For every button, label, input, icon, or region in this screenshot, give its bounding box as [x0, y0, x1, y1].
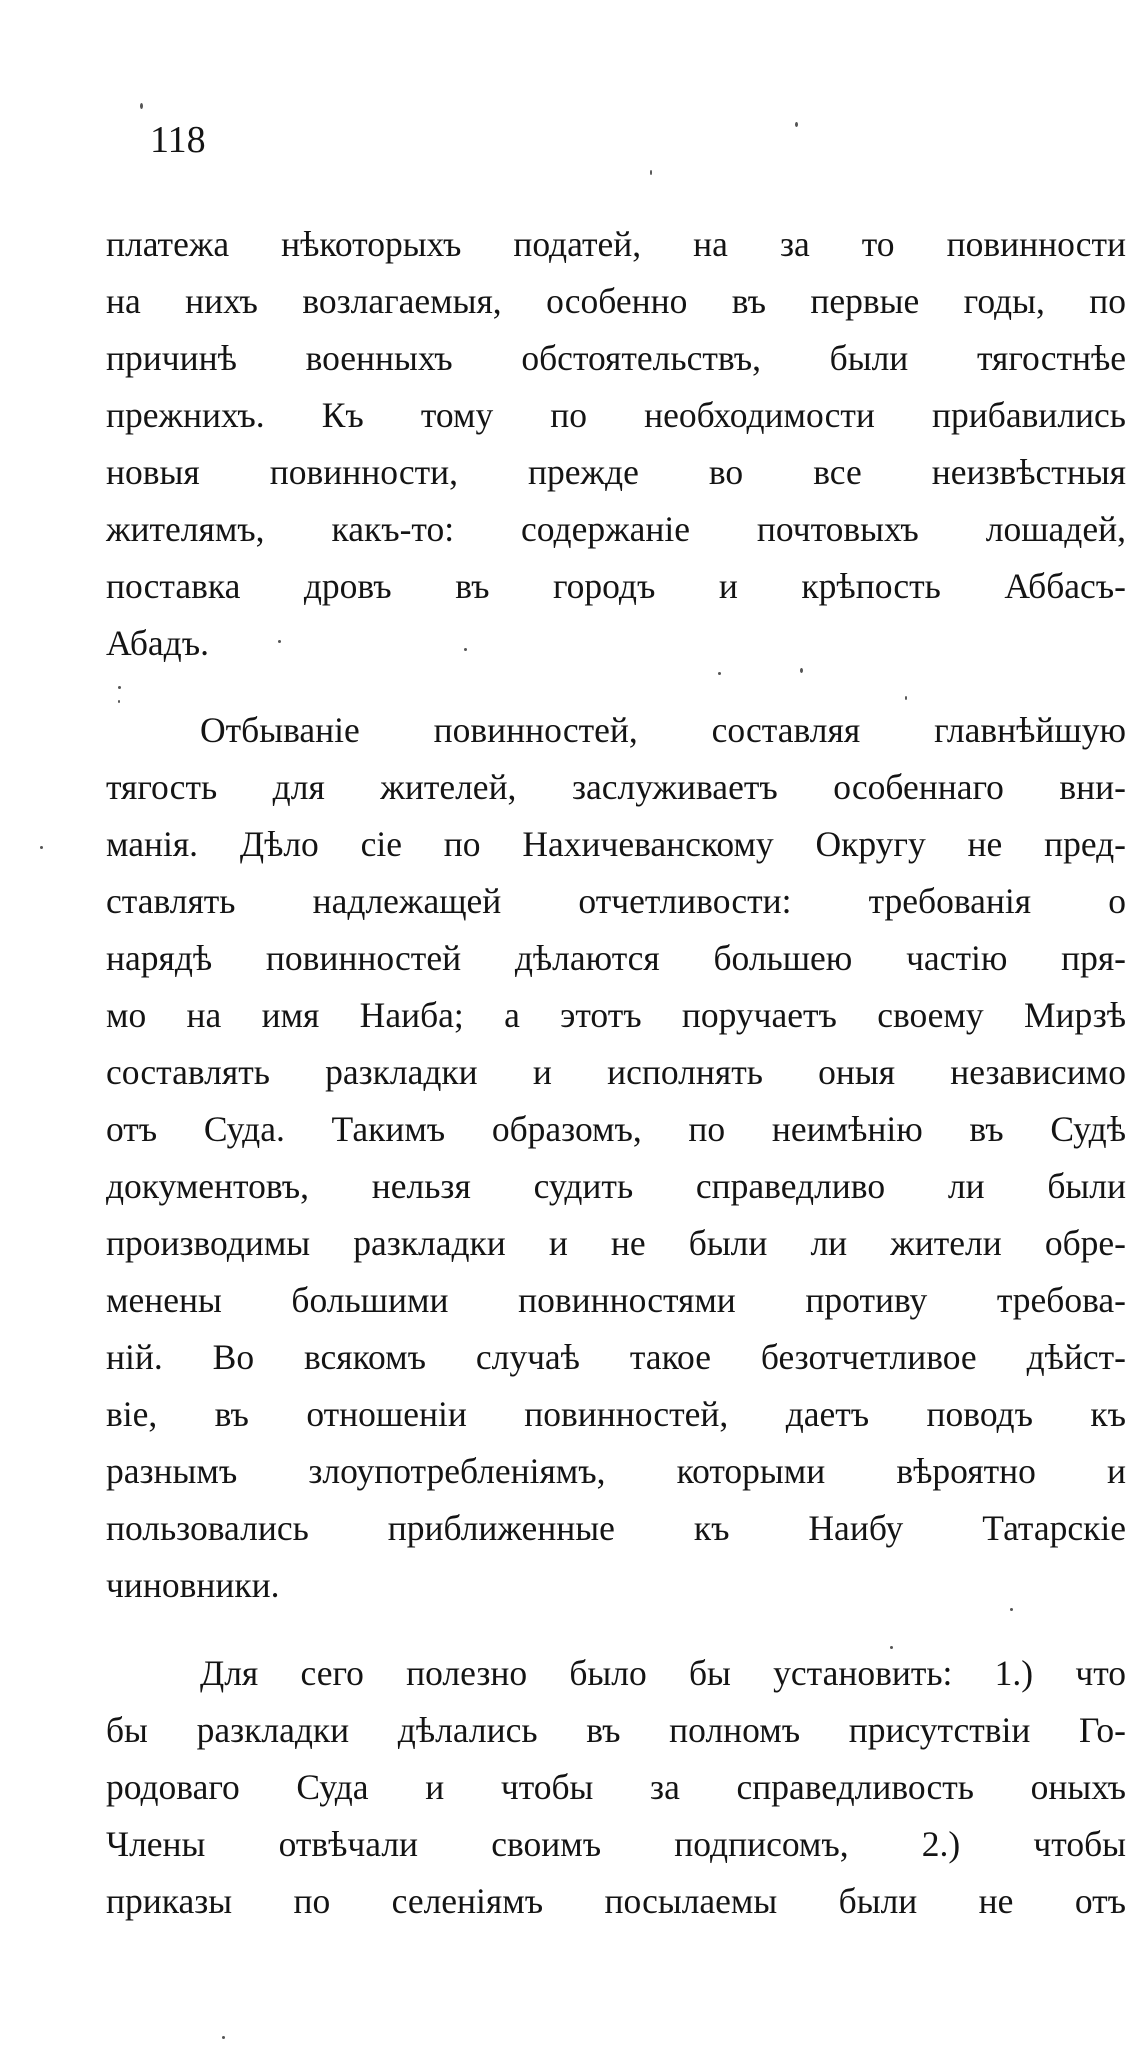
text-line: составлять разкладки и исполнять оныя независимо	[106, 1052, 1126, 1092]
text-line: віе, въ отношеніи повинностей, даетъ поводъ къ	[106, 1394, 1126, 1434]
page-number: 118	[150, 119, 206, 161]
paragraph-1	[106, 216, 1126, 672]
scan-speck	[800, 668, 803, 673]
text-line: Абадъ.	[106, 623, 209, 663]
text-line: родоваго Суда и чтобы за справедливость оныхъ	[106, 1767, 1126, 1807]
scan-speck	[222, 2036, 225, 2039]
scan-speck	[118, 700, 120, 703]
text-line: документовъ, нельзя судить справедливо ли были	[106, 1166, 1126, 1206]
text-line: производимы разкладки и не были ли жители обре-	[106, 1223, 1126, 1263]
text-line: на нихъ возлагаемыя, особенно въ первые годы, по	[106, 281, 1126, 321]
scan-speck	[140, 103, 143, 109]
text-line: прежнихъ. Къ тому по необходимости прибавились	[106, 395, 1126, 435]
text-line: бы разкладки дѣлались въ полномъ присутствіи Го-	[106, 1710, 1126, 1750]
text-line: чиновники.	[106, 1565, 280, 1605]
text-line: манія. Дѣло сіе по Нахичеванскому Округу не пред-	[106, 824, 1126, 864]
text-line: Для сего полезно было бы установить: 1.) что	[200, 1653, 1126, 1693]
text-line: мо на имя Наиба; а этотъ поручаетъ своему Мирзѣ	[106, 995, 1126, 1035]
text-line: отъ Суда. Такимъ образомъ, по неимѣнію въ Судѣ	[106, 1109, 1126, 1149]
text-line: ставлять надлежащей отчетливости: требованія о	[106, 881, 1126, 921]
text-line: приказы по селеніямъ посылаемы были не отъ	[106, 1881, 1126, 1921]
text-line: нарядѣ повинностей дѣлаются большею частію пря-	[106, 938, 1126, 978]
scan-speck	[278, 640, 281, 643]
scan-speck	[118, 686, 121, 689]
text-line: жителямъ, какъ-то: содержаніе почтовыхъ лошадей,	[106, 509, 1126, 549]
text-line: новыя повинности, прежде во все неизвѣстныя	[106, 452, 1126, 492]
paragraph-2	[106, 702, 1126, 1614]
scan-speck	[1010, 1608, 1013, 1611]
text-line: тягость для жителей, заслуживаетъ особеннаго вни-	[106, 767, 1126, 807]
scan-speck	[40, 846, 43, 849]
text-line: ній. Во всякомъ случаѣ такое безотчетливое дѣйст-	[106, 1337, 1126, 1377]
text-line: платежа нѣкоторыхъ податей, на за то повинности	[106, 224, 1126, 264]
text-line: Члены отвѣчали своимъ подписомъ, 2.) чтобы	[106, 1824, 1126, 1864]
text-line: поставка дровъ въ городъ и крѣпость Аббасъ-	[106, 566, 1126, 606]
scan-speck	[464, 648, 467, 651]
scan-speck	[905, 696, 907, 700]
text-line: причинѣ военныхъ обстоятельствъ, были тягостнѣе	[106, 338, 1126, 378]
text-line: разнымъ злоупотребленіямъ, которыми вѣроятно и	[106, 1451, 1126, 1491]
scan-speck	[795, 122, 798, 127]
scan-speck	[890, 1646, 893, 1649]
scan-speck	[650, 170, 652, 175]
text-line: менены большими повинностями противу требова-	[106, 1280, 1126, 1320]
scan-speck	[718, 672, 721, 675]
text-line: пользовались приближенные къ Наибу Татарскіе	[106, 1508, 1126, 1548]
paragraph-3	[106, 1645, 1126, 1930]
text-line: Отбываніе повинностей, составляя главнѣйшую	[200, 710, 1126, 750]
